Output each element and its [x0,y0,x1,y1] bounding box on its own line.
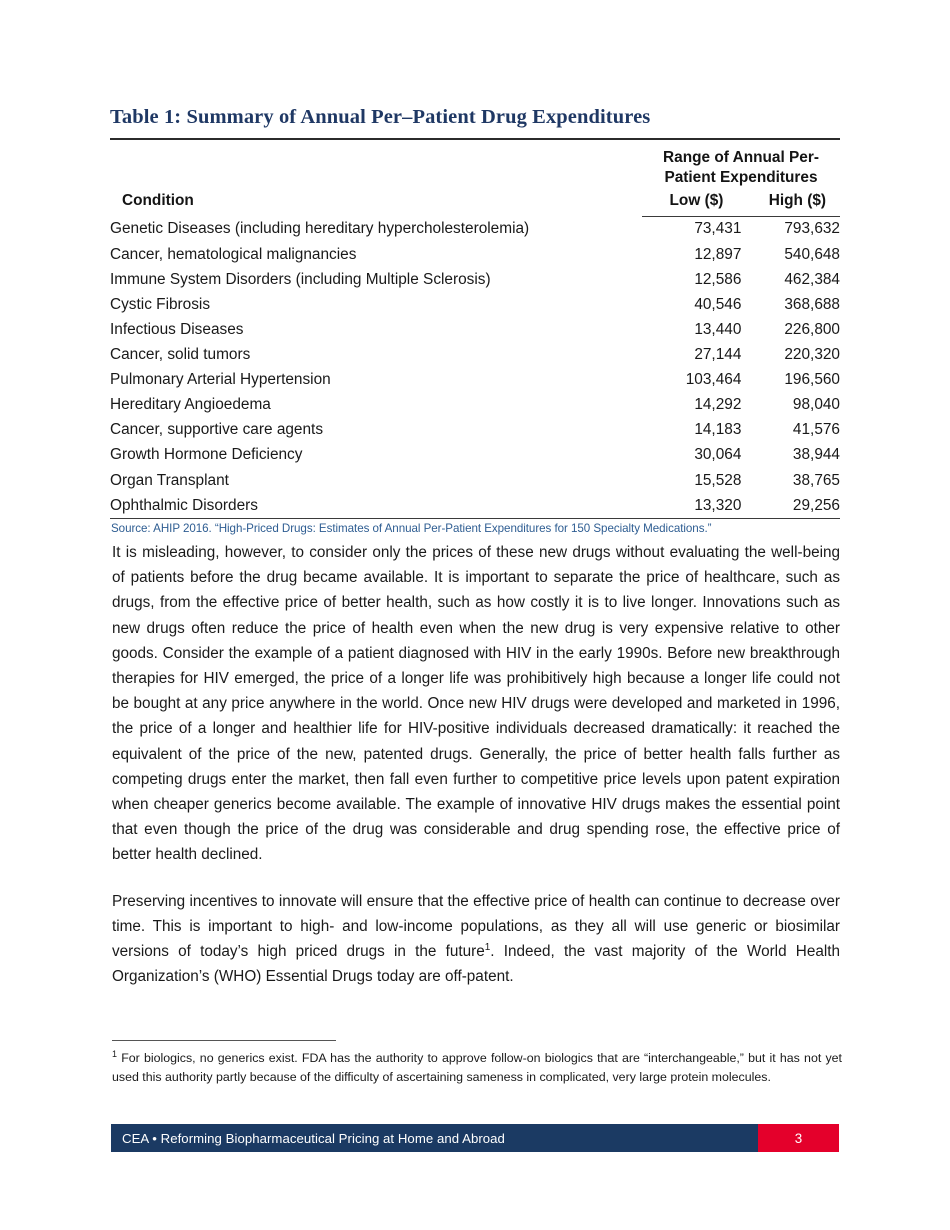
footnote-marker: 1 [112,1048,118,1059]
table-title: Table 1: Summary of Annual Per–Patient Drug Expenditures [110,106,651,128]
cell-low: 27,144 [694,345,742,363]
cell-low: 13,440 [694,320,742,338]
expenditures-table [110,138,840,519]
footnote-body: For biologics, no generics exist. FDA has the authority to approve follow-on biologics that are “interchangeable,” but it has not yet used this authority partly because of the difficulty of ascertaining sameness in complicated, very large protein molecules. [112,1051,842,1085]
cell-low: 40,546 [694,295,742,313]
cell-condition: Cystic Fibrosis [110,295,211,313]
table-row [110,368,840,393]
cell-high: 220,320 [784,345,840,363]
cell-high: 540,648 [784,245,840,263]
cell-high: 38,944 [792,446,840,464]
table-source-note: Source: AHIP 2016. “High-Priced Drugs: Estimates of Annual Per-Patient Expenditures for 150 Specialty Medications.” [111,522,712,536]
cell-condition: Genetic Diseases (including hereditary hypercholesterolemia) [110,220,530,238]
range-group-line-2: Patient Expenditures [664,169,818,187]
cell-condition: Hereditary Angioedema [110,396,271,414]
cell-low: 103,464 [685,371,742,389]
paragraph-2-text-b: . Indeed, the vast majority of the World Health Organization’s (WHO) Essential Drugs today are off-patent. [112,943,841,986]
table-body [110,217,840,519]
cell-high: 226,800 [784,320,840,338]
paragraph-1: It is misleading, however, to consider only the prices of these new drugs without evaluating the well-being of patients before the drug became available. It is important to separate the price of healthcare, such as drugs, from the effective price of better health, such as how costly it is to live longer. Innovations such as new drugs often reduce the price of health even when the new drug is very expensive relative to other goods. Consider the example of a patient diagnosed with HIV in the early 1990s. Before new breakthrough therapies for HIV emerged, the price of a longer life was prohibitively high because a longer life could not be bought at any price anywhere in the world. Once new HIV drugs were developed and marketed in 1996, the price of a longer and healthier life for HIV-positive individuals decreased dramatically: it reached the equivalent of the price of the new, patented drugs. Generally, the price of better health falls further as competing drugs enter the market, then fall even further to competitive price levels upon patent expiration when cheaper generics become available. The example of innovative HIV drugs makes the essential point that even though the price of the drug was considerable and drug spending rose, the effective price of better health declined. [112,544,840,864]
column-header-range-group [642,139,840,190]
cell-low: 15,528 [694,471,742,489]
cell-low: 30,064 [694,446,742,464]
cell-high: 462,384 [784,270,840,288]
footer-page-number: 3 [758,1124,839,1152]
footnote-separator-rule [112,1040,336,1041]
footnote-text [112,1049,842,1088]
table-row [110,418,840,443]
column-header-condition: Condition [110,139,642,217]
cell-high: 368,688 [784,295,840,313]
paragraph-2 [112,889,840,990]
table-row [110,343,840,368]
paragraph-2-text-a: Preserving incentives to innovate will ensure that the effective price of health can continue to decrease over time. This is important to high- and low-income populations, as they all will use generic or biosimilar versions of today’s high priced drugs in the future [112,892,840,961]
cell-low: 73,431 [694,220,742,238]
cell-low: 14,292 [694,396,742,414]
page-footer-bar [111,1124,839,1152]
table-head [110,139,840,217]
cell-high: 29,256 [741,493,840,519]
column-header-low: Low ($) [642,190,741,217]
cell-condition: Ophthalmic Disorders [110,493,642,519]
cell-condition: Cancer, solid tumors [110,345,251,363]
cell-condition: Cancer, supportive care agents [110,421,324,439]
table-block [110,106,840,535]
cell-low: 12,897 [694,245,742,263]
footer-title: CEA • Reforming Biopharmaceutical Pricing at Home and Abroad [111,1124,758,1152]
cell-low: 12,586 [694,270,742,288]
cell-low: 13,320 [642,493,741,519]
cell-condition: Organ Transplant [110,471,229,489]
cell-low: 14,183 [694,421,742,439]
cell-condition: Immune System Disorders (including Multiple Sclerosis) [110,270,491,288]
footnote-reference-marker: 1 [484,941,491,953]
cell-high: 196,560 [784,371,840,389]
table-row [110,317,840,342]
table-row [110,242,840,267]
table-row [110,393,840,418]
body-text [112,540,840,989]
table-row [110,493,840,519]
table-row [110,443,840,468]
footnote-block [112,1040,842,1088]
cell-high: 41,576 [792,421,840,439]
table-row [110,267,840,292]
range-group-line-1: Range of Annual Per- [663,149,819,166]
table-row [110,217,840,243]
cell-condition: Cancer, hematological malignancies [110,245,357,263]
cell-condition: Growth Hormone Deficiency [110,446,303,464]
table-header-row-main [110,139,840,190]
cell-high: 98,040 [792,396,840,414]
cell-condition: Pulmonary Arterial Hypertension [110,371,331,389]
cell-condition: Infectious Diseases [110,320,244,338]
cell-high: 38,765 [792,471,840,489]
table-row [110,468,840,493]
column-header-high: High ($) [741,190,840,217]
table-row [110,292,840,317]
cell-high: 793,632 [784,220,840,238]
